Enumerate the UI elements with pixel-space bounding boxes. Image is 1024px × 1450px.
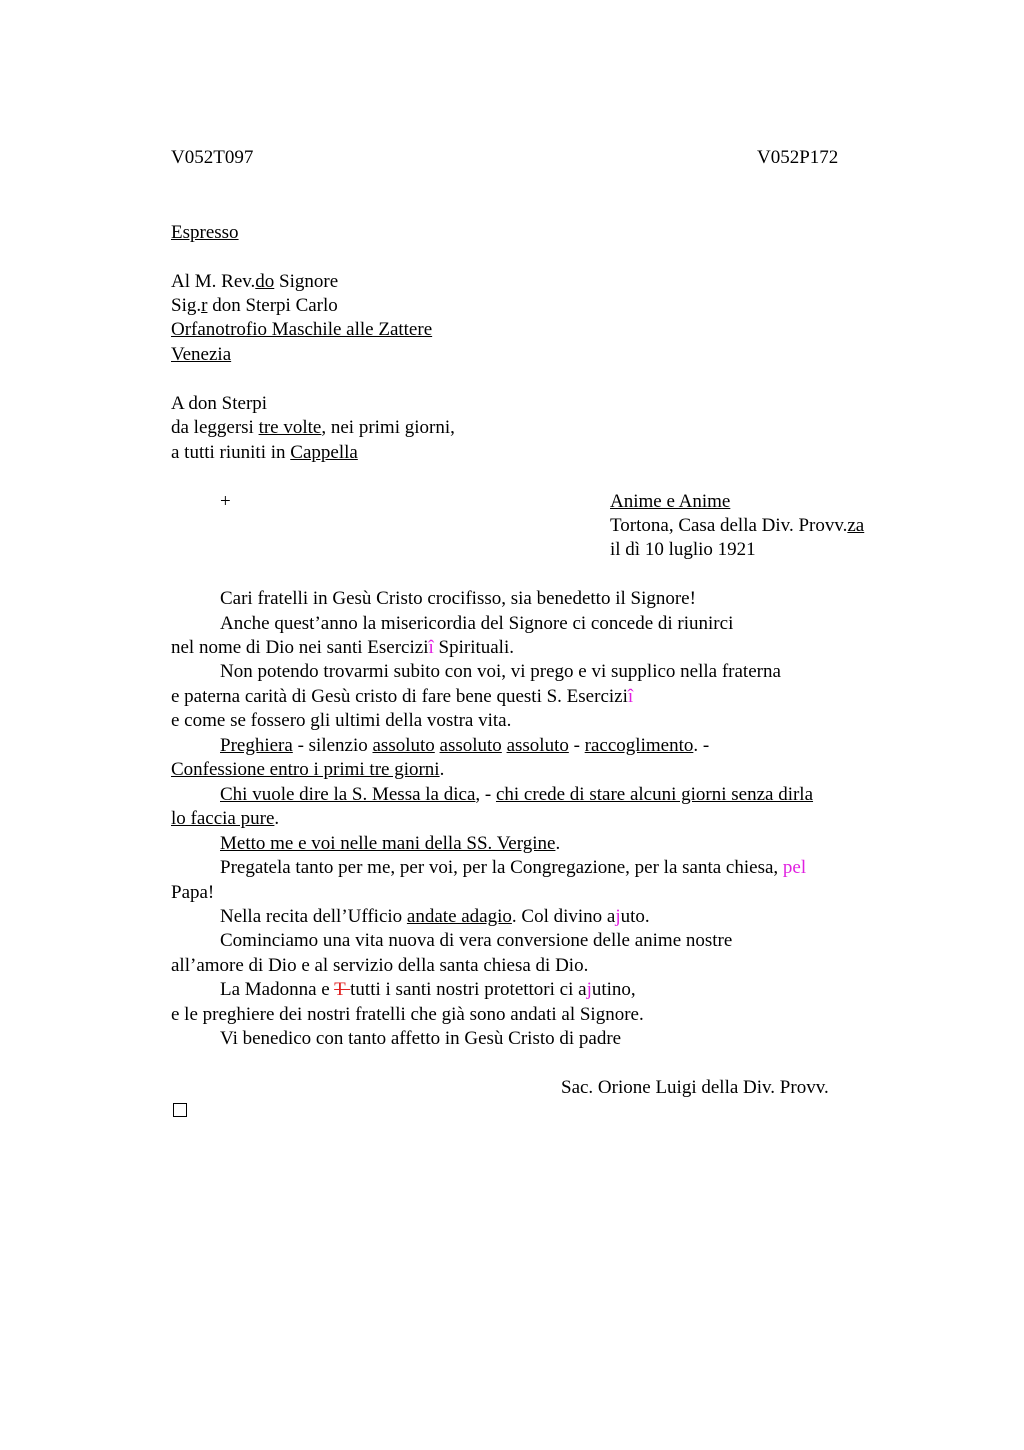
body-line-14-e: uto. [620,906,650,927]
note-line-3-a: a tutti riuniti in [171,442,291,463]
note-line-2 [171,416,455,440]
body-line-1: Cari fratelli in Gesù Cristo crocifisso, sia benedetto il Signore! [220,588,696,609]
body-line-17-e: utino, [591,979,636,1000]
body-line-2: Anche quest’anno la misericordia del Signore ci concede di riunirci [220,613,734,634]
body-line-12-a: Pregatela tanto per me, per voi, per la Congregazione, per la santa chiesa, [220,857,783,878]
express-label: Espresso [171,222,239,243]
body-line-14-a: Nella recita dell’Ufficio [220,906,407,927]
cross-mark: + [220,491,231,512]
body-line-13: Papa! [171,882,215,903]
address-line-3: Orfanotrofio Maschile alle Zattere [171,319,433,340]
body-line-10-b: . [274,808,280,829]
inserted-text: j [615,906,621,927]
body-line-18: e le preghiere dei nostri fratelli che già sono andati al Signore. [171,1004,644,1025]
address-line-1 [171,270,338,294]
body-line-7-g: assoluto [506,735,569,756]
note-line-2-a: da leggersi [171,417,259,438]
body-line-17-c: tutti i santi nostri protettori ci a [350,979,587,1000]
body-line-7-a: Preghiera [220,735,293,756]
body-line-11 [220,832,560,856]
body-line-17-a: La Madonna e [220,979,335,1000]
body-line-8-a: Confessione entro i primi tre giorni [171,759,440,780]
body-line-3-a: nel nome di Dio nei santi Esercizi [171,637,429,658]
body-line-9-a: Chi vuole dire la S. Messa la dica [220,784,476,805]
inserted-text: î [428,637,434,658]
body-line-9 [220,783,813,807]
body-line-7-j: . - [693,735,710,756]
body-line-7-h: - [568,735,585,756]
address-line-2 [171,294,338,318]
address-line-1-c: Signore [274,271,339,292]
motto: Anime e Anime [610,491,731,512]
body-line-9-b: , - [475,784,496,805]
body-line-6: e come se fossero gli ultimi della vostra vita. [171,710,512,731]
body-line-8-b: . [439,759,445,780]
address-line-2-b: r [201,295,208,316]
body-line-7-b: - silenzio [292,735,373,756]
doc-id-left: V052T097 [171,147,254,168]
address-line-1-a: Al M. Rev. [171,271,256,292]
body-line-14-c: . Col divino a [511,906,616,927]
address-line-2-a: Sig. [171,295,202,316]
body-line-11-b: . [555,833,561,854]
body-line-7 [220,734,709,758]
body-line-17 [220,978,636,1002]
body-line-7-i: raccoglimento [584,735,694,756]
body-line-11-a: Metto me e voi nelle mani della SS. Vergine [220,833,556,854]
place-line [610,514,864,538]
body-line-16: all’amore di Dio e al servizio della santa chiesa di Dio. [171,955,589,976]
body-line-10 [171,807,279,831]
place-line-b: za [847,515,865,536]
address-line-4: Venezia [171,344,232,365]
body-line-3-c: Spirituali. [433,637,514,658]
note-line-2-b: tre volte [258,417,322,438]
note-line-1: A don Sterpi [171,393,268,414]
signature: Sac. Orione Luigi della Div. Provv. [561,1077,829,1098]
inserted-text: pel [782,857,807,878]
note-line-2-c: , nei primi giorni, [321,417,455,438]
body-line-8 [171,758,444,782]
checkbox-icon [173,1103,187,1117]
inserted-text: î [627,686,634,707]
body-line-9-c: chi crede di stare alcuni giorni senza dirla [495,784,814,805]
deleted-text: T [334,979,351,1000]
address-line-2-c: don Sterpi Carlo [207,295,338,316]
body-line-4: Non potendo trovarmi subito con voi, vi prego e vi supplico nella fraterna [220,661,781,682]
place-line-a: Tortona, Casa della Div. Provv. [610,515,848,536]
body-line-3 [171,636,514,660]
note-line-3 [171,441,358,465]
body-line-12 [220,856,806,880]
inserted-text: j [586,979,592,1000]
date-line: il dì 10 luglio 1921 [610,539,756,560]
body-line-15: Cominciamo una vita nuova di vera conversione delle anime nostre [220,930,733,951]
body-line-5 [171,685,633,709]
note-line-3-b: Cappella [290,442,358,463]
body-line-7-c: assoluto [372,735,435,756]
address-line-1-b: do [255,271,275,292]
body-line-14 [220,905,650,929]
body-line-10-a: lo faccia pure [171,808,275,829]
body-line-14-b: andate adagio [406,906,512,927]
body-line-19: Vi benedico con tanto affetto in Gesù Cristo di padre [220,1028,622,1049]
body-line-5-a: e paterna carità di Gesù cristo di fare bene questi S. Esercizi [171,686,628,707]
doc-id-right: V052P172 [757,147,839,168]
body-line-7-e: assoluto [439,735,502,756]
